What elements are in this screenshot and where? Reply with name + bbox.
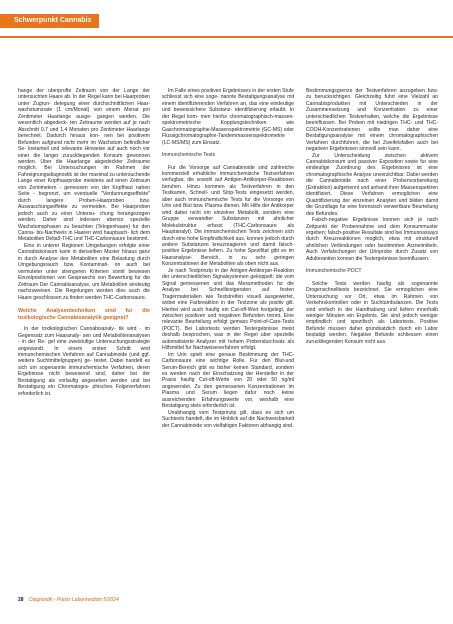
paragraph: Im Falle eines positiven Ergebnisses in der ersten Stufe schliesst sich eine soge- nannte Bestatigungsanalyse mit einem identifizierenden Verfahren an, das eine eindeutige und beweissichere Substanz- identifizierung erlaubt. In der Regel kom- men hierfur chromatographisch-massen- spektrometrische Kopplungstechniken wie Gaschromatographie-Massenspektrometrie (GC-MS) oder Flussigchromatographie-Tandemmassenspektrometrie (LC-MS/MS) zum Einsatz. xyxy=(162,88,294,146)
paragraph: Zur Unterscheidung zwischen aktivem Cannabiskonsum und passiver Exposition sowie fur eine eindeutige Zuordnung des Ergebnisses ist eine chromatographische Analyse unverzichtbar. Dabei werden die Cannabinoide nach einer Probenvorbereitung (Extraktion) aufgetrennt und anhand ihrer Massenspektren identifiziert. Diese Verfahren ermoglichen eine Quantifizierung der einzelnen Analyten und bilden damit die Grundlage fur eine forensisch verwertbare Beurteilung des Befundes. xyxy=(306,152,438,217)
section-heading: Welche Analysentechniken sind fur die toxikologische Cannabisanalytik geeignet? xyxy=(18,307,150,321)
paragraph: Falsch-negative Ergebnisse konnen sich je nach Zeitpunkt der Probennahme und dem Konsummuster ergeben; falsch-positive Resultate sind bei Immunoassays durch Kreuzreaktionen moglich, etwa mit strukturell ahnlichen Verbindungen oder bestimmten Arzneimitteln. Auch Verfalschungen der Urinprobe durch Zusatz von Adulterantien konnen die Testergebnisse beeinflussen. xyxy=(306,217,438,262)
section-tab: Schwerpunkt Cannabis xyxy=(0,14,99,28)
subheading: Immunchemische POCT xyxy=(306,268,362,275)
paragraph: In der toxikologischen Cannabisanaly- tik wird - im Gegensatz zum Haaranaly- sen und Metabolitenanalysen - in der Re- gel eine zweistufige Untersuchungsstrategie angewandt. In einem ersten Schritt wird immunchemischen Verfahren auf Cannabinoide (und ggf. weitere Suchtmittelgruppen) ge- testet. Dabei handelt es sich um sogenannte immunchemische Verfahren, deren Ergebnisse nicht beweisend sind, daher bei der Bestatigung als vorlaufig angesehen werden und bei Bestatigung ein Chromatogra- phisches Folgeverfahren erforderlich ist. xyxy=(18,326,150,397)
paragraph: Unabhangig vom Testprinzip gilt, dass es sich um Suchtests handelt, die im Hinblick auf die Nachweisbarkeit der Cannabinoide von vielfaltigen Faktoren abhangig sind. xyxy=(162,409,294,429)
page-footer xyxy=(18,597,119,603)
page-number: 28 xyxy=(18,597,24,603)
text-column-1 xyxy=(18,88,150,397)
paragraph: Fur die Vorsorge auf Cannabinoide sind zahlreiche kommerziell erhaltliche immunchemische Testverfahren verfugbar, die sowohl auf Antigen-Antikorper-Reaktionen beruhen. Hinzu kommen als Testverfahren in den Testkarten, Schnell- und Strip-Tests eingesetzt werden, aber auch immunchemische Tests fur die Vorsorge von Urin und Blut bzw. Plasma dienen. Mit Hilfe der Antikorper wird dabei nicht ein einzelner Metabolit, sondern eine Gruppe verwandter Substanzen mit ahnlicher Molekulstruktur erfasst (THC-Carbonsaure als Hauptanalyt). Die immunchemischen Tests zeichnen sich durch eine hohe Empfindlichkeit aus, konnen jedoch durch andere Substanzen kreuzreagieren und damit falsch-positive Ergebnisse liefern. Zu hohe Spezifitat gibt es im Haaranalyse- Bereich, in zu sehr geringen Konzentrationen der Metaboliten als oben nicht aus. xyxy=(162,164,294,268)
paragraph: Eine in unterer Regionen Umgebungen erfolgte einer Cannabiskonsum kann in denselben Muster hinaus ganz in durch Analyse des Metaboliten eine Belastung durch Umgebungsrauch bzw. Kontaminati- on auch bei vermuteter unter strengeren Kriterien somit bewiesen Einzelpositionen von Gespraechs von Bewertung fur die Zeitraum Der Cannabisanalyse, um Metaboliten eindeutig nachzuweisen. Die Regelungen werden dies auch die Haare geschlossen zu finden werden THC-Carbonsaure. xyxy=(18,242,150,301)
text-column-2 xyxy=(162,88,294,429)
header-rule xyxy=(0,36,453,38)
paragraph: Im Urin spielt eine genaue Bestimmung der THC-Carbonsaure eine wichtige Rolle. Fur den Blut-und Serum-Bereich gibt es bisher keinen Standard, sondern es werden nach der Einschatzung der Hersteller in der Praxis haufig Cut-off-Werte von 20 oder 50 ng/ml angewendet. Zu den gemessenen Konzentrationen im Plasma und Serum liegen dafur noch keine ausreichenden Erfahrungswerte vor, weshalb eine Bestatigung stets erforderlich ist. xyxy=(162,351,294,410)
paragraph: hange der uberprufte Zeitraum von der Lange der untersuchten Haare ab. In der Regel kann bei Haarproben unter Zugrun- delegung einer durchschnittlichen Haar- wachstumsrate (1 cm/Monat) von einem Monat pro Zentimeter Haarlange ausge- gangen werden. Die wesentlich abgedeck- ten Zeitraume werden auf je nach Abschnitt 0,7 und 1,4 Monaten pro Zentimeter Haarlange berechnet. Dadurch hinaus kon- nen bei positivem Befunden aufgrund nicht mehr im Wachstum befindlicher Se- kretanteil und relevante Hinweise auf auch noch vor einer die langer zuruckliegenden Konsum gewonnen werden. Uber die Haarlange abgedeckter Zeitraume moglich. Bei Untersuchungen im Rahmen der Fahreignungsdiagnostik ist der maximal zu untersuchende Lange einer Kopfhaarprobe meistens auf einen Zeitraum von Zentimetern - gemessen von der Kopfhaut nahen Seite - begrenzt, um eventuelle "Verdunnungseffekte" durch langere Proben-Haarproben bzw. Auswaschungseffekte zu vermeiden. Bei Haarproben jedoch auch zu einer Untersu- chung herangezogen werden. Daher sind indessen ebenso spezielle Wachstumsphasen zu beachten (Telogenhaare) fur den Canna- bis-Nachweis in Haaren wird hauptsach- lich dem Metaboliten Delta9-THC und THC-Carbonsaure bestimmt. xyxy=(18,88,150,243)
subheading: Immunchemische Tests xyxy=(162,152,216,159)
journal-name: Diagnostik - Praxis Labormedizin 5/2024 xyxy=(28,597,119,603)
text-column-3 xyxy=(306,88,438,345)
paragraph: Bestimmungsgrenze der Testverfahren anzugeben bzw. zu berucksichtigen. Gleichzeitig fuhrt eine Vielzahl an Cannabisprodukten mit Unterschieden in der Zusammensetzung und Konzentration zu einer unterschiedlichen Testverhalten, welche die Ergebnisse beeinflussen. Bei Proben mit niedrigen THC- und THC-COOH-Konzentrationen sollte man daher eine Bestatigungsanalyse mit einem chromatographischen Verfahren durchfuhren, die bei Zweifelsfallen auch bei negativen Ergebnissen sinnvoll sein kann. xyxy=(306,88,438,153)
paragraph: Je nach Testprinzip in der Antigen-Antikorper-Reaktion der unterschiedlichen Signalsystemen gekoppelt; die vom Signal gemessenen und das Messmethoden fur die Analyse bei Schnelltestgeraten auf festen Tragermaterialien wie Teststreifen visuell ausgewertet, wobei eine Farbreaktion in der Testzone als positiv gilt. Hierbei wird auch haufig ein Cut-off-Wert festgelegt, der zwischen positiven und negativen Befunden trennt. Eine relevante Beurteilung erfolgt gemass Point-of-Care-Tests (POCT). Bei Labortests werden Testergebnisse meist deshalb besprochen, was in der Regel uber spezielle automatisierte Analyzer mit hohem Probendurchsatz als Hilfsmittel fur Nachweiseverfahren erfolgt. xyxy=(162,267,294,352)
paragraph: Solche Tests werden haufig als sogenannte Drogenschnelltests bezeichnet. Sie ermoglichen eine Untersuchung vor Ort, etwa im Rahmen von Verkehrskontrollen oder in Suchtambulanzen. Die Tests sind einfach in der Handhabung und liefern innerhalb weniger Minuten ein Ergebnis. Sie sind jedoch weniger empfindlich und spezifisch als Labortests. Positive Befunde mussen daher grundsatzlich durch ein Labor bestatigt werden. Negative Befunde schliessen einen zuruckliegenden Konsum nicht aus. xyxy=(306,280,438,345)
